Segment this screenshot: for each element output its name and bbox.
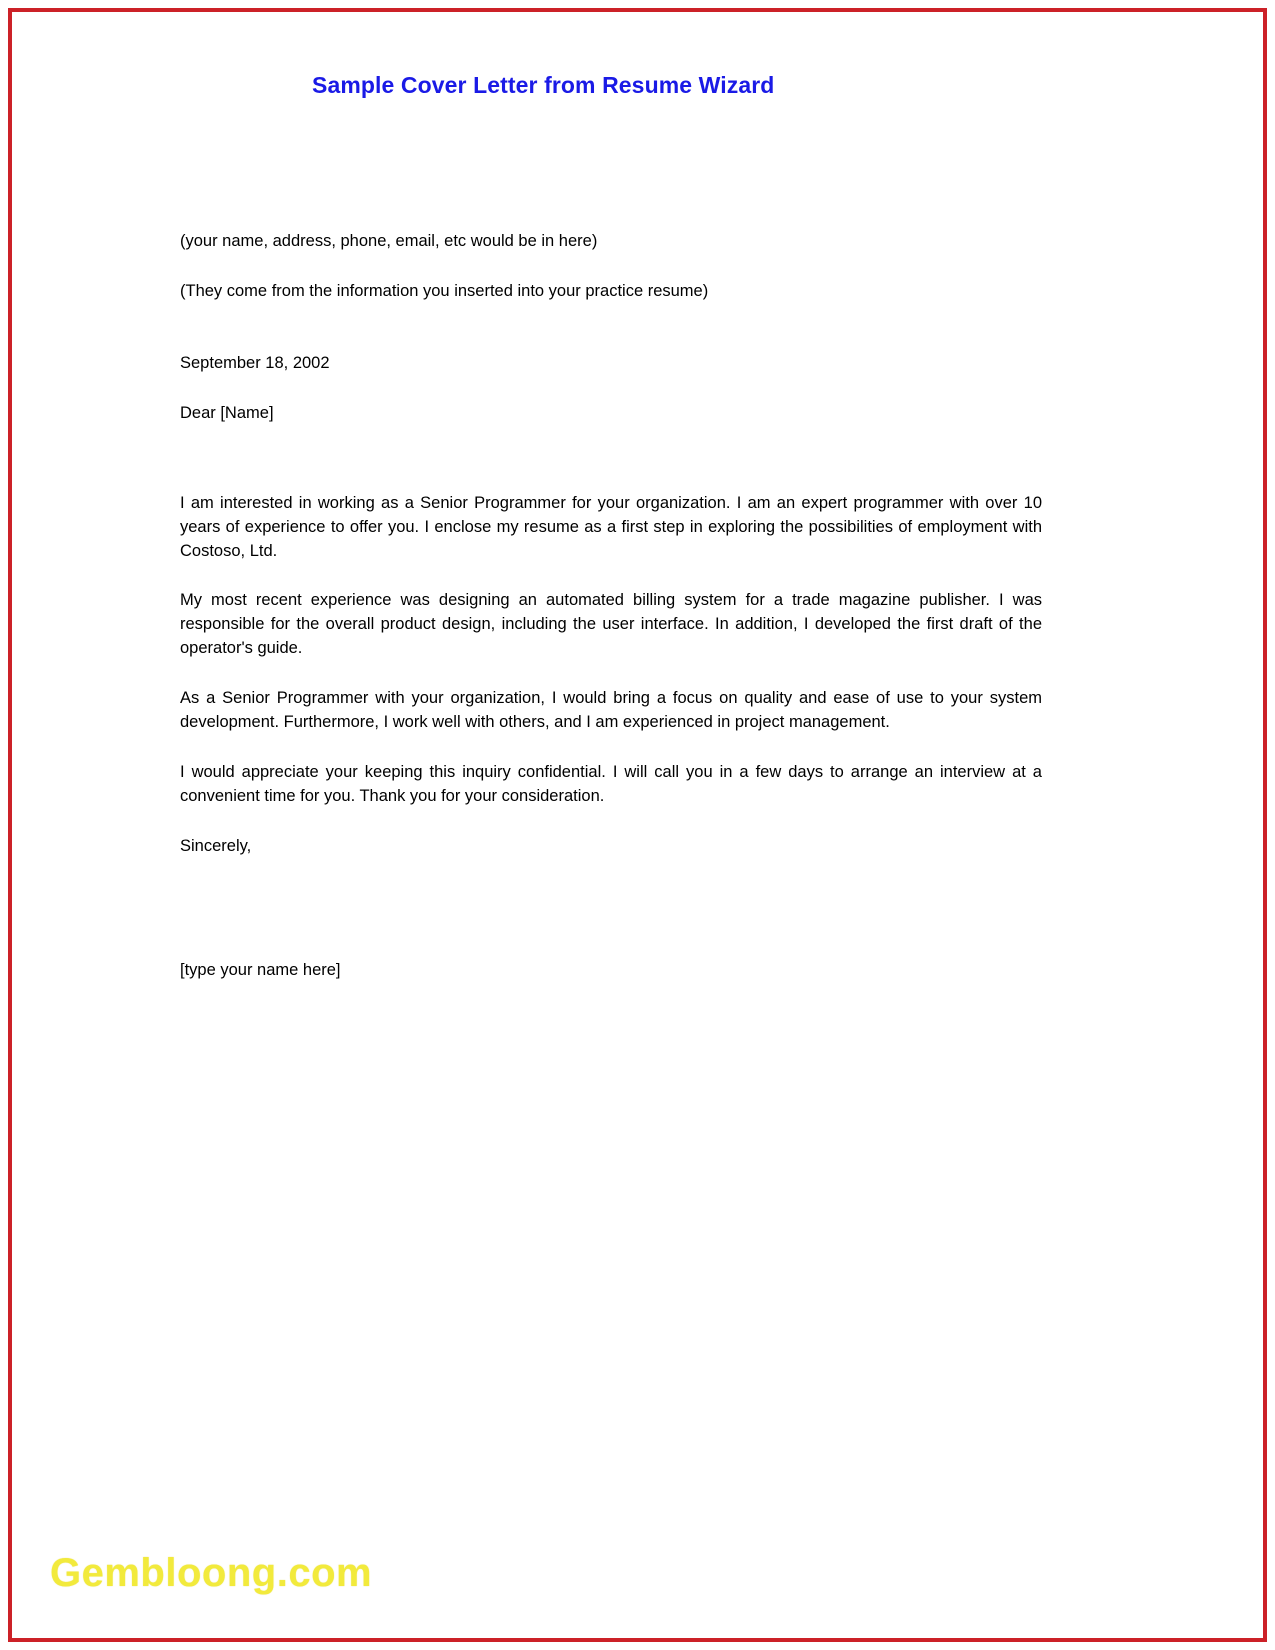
document-page-frame bbox=[8, 8, 1267, 1642]
letter-paragraph-3: As a Senior Programmer with your organization, I would bring a focus on quality and ease of use to your system development. Furthermore, I work well with others, and I am experienced in project management. bbox=[180, 689, 1042, 732]
sender-info-note: (They come from the information you inserted into your practice resume) bbox=[180, 281, 709, 300]
page-title: Sample Cover Letter from Resume Wizard bbox=[312, 72, 775, 98]
spacer-after-salutation bbox=[180, 452, 1042, 492]
signature-space bbox=[180, 885, 1042, 959]
document-body bbox=[12, 12, 1263, 1638]
letter-date: September 18, 2002 bbox=[180, 353, 330, 372]
signature-name-placeholder: [type your name here] bbox=[180, 960, 341, 979]
letter-paragraph-1: I am interested in working as a Senior Programmer for your organization. I am an expert programmer with over 10 years of experience to offer you. I enclose my resume as a first step in exploring the possibilities of employment with Costoso, Ltd. bbox=[180, 493, 1042, 560]
sender-info-line: (your name, address, phone, email, etc would be in here) bbox=[180, 232, 598, 250]
letter-closing: Sincerely, bbox=[180, 836, 252, 855]
letter-paragraph-2: My most recent experience was designing an automated billing system for a trade magazine publisher. I was responsible for the overall product design, including the user interface. In addition, I developed the first draft of the operator's guide. bbox=[180, 591, 1042, 658]
spacer-after-header bbox=[180, 330, 1042, 352]
watermark-text: Gembloong.com bbox=[50, 1551, 373, 1595]
letter-content bbox=[180, 230, 1042, 1009]
letter-salutation: Dear [Name] bbox=[180, 403, 274, 422]
letter-paragraph-4: I would appreciate your keeping this inquiry confidential. I will call you in a few days to arrange an interview at a convenient time for you. Thank you for your consideration. bbox=[180, 763, 1042, 805]
